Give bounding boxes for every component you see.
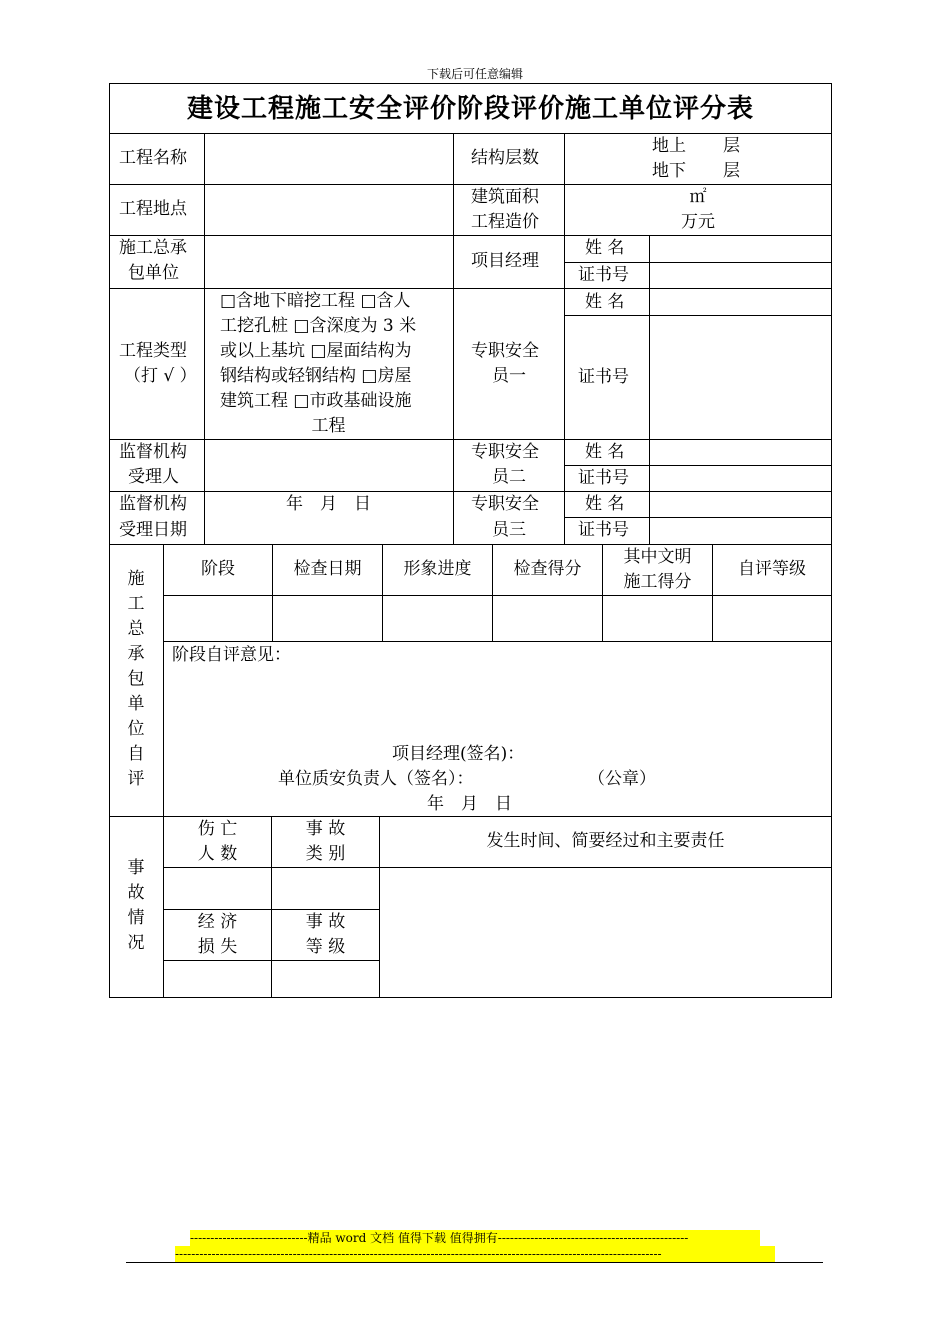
so1-name-label: 姓 名 [585, 292, 625, 312]
safety-officer-3-label: 专职安全 [471, 494, 539, 514]
safety-officer-2-label: 员二 [492, 467, 526, 487]
safety-officer-3-label: 员三 [492, 520, 526, 540]
floors-below-label: 地下 [652, 161, 686, 181]
project-location-label: 工程地点 [119, 199, 187, 219]
divider [453, 133, 454, 544]
contractor-label: 包单位 [128, 263, 179, 283]
accident-description-field[interactable] [380, 868, 831, 997]
accident-type-field[interactable] [272, 868, 379, 909]
pm-cert-label: 证书号 [578, 265, 629, 285]
divider [109, 544, 832, 545]
so2-cert-label: 证书号 [578, 468, 629, 488]
eval-date-cell[interactable] [273, 596, 382, 641]
floors-above-label: 地上 [652, 136, 686, 156]
accident-level-field[interactable] [272, 961, 379, 997]
so3-cert-label: 证书号 [578, 520, 629, 540]
supervisor-date-label: 监督机构 [119, 494, 187, 514]
contractor-field[interactable] [205, 236, 452, 287]
casualties-label: 人 数 [197, 844, 238, 864]
project-type-option[interactable]: 工挖孔桩 □含深度为 3 米 [220, 316, 417, 336]
building-area-label: 建筑面积 [471, 187, 539, 207]
project-type-label: 工程类型 [119, 341, 187, 361]
eval-score-cell[interactable] [493, 596, 602, 641]
safety-officer-1-label: 专职安全 [471, 341, 539, 361]
stage-opinion-label: 阶段自评意见： [172, 645, 291, 665]
footer-rule [126, 1262, 823, 1263]
project-name-field[interactable] [205, 134, 452, 183]
economic-loss-label: 经 济 [197, 912, 238, 932]
footer-banner: -----------------------------精品 word 文档 值得下载 值得拥有----------------------------------------------- [190, 1230, 760, 1246]
supervisor-receiver-label: 监督机构 [119, 442, 187, 462]
table-right-border [831, 83, 832, 998]
project-cost-label: 工程造价 [471, 212, 539, 232]
accident-type-label: 事 故 [305, 819, 346, 839]
project-location-field[interactable] [205, 185, 452, 234]
divider [109, 288, 832, 289]
accident-type-label: 类 别 [305, 844, 346, 864]
project-type-hint: （打 √ ） [124, 366, 197, 386]
eval-header-grade: 自评等级 [738, 559, 806, 579]
project-type-option[interactable]: 或以上基坑 □屋面结构为 [220, 341, 412, 361]
accident-level-label: 事 故 [305, 912, 346, 932]
self-eval-section-label: 施工总承包单位自评 [127, 569, 145, 789]
supervisor-receiver-field[interactable] [205, 440, 452, 490]
eval-grade-cell[interactable] [713, 596, 831, 641]
divider [649, 235, 650, 544]
eval-stage-cell[interactable] [164, 596, 272, 641]
eval-header-stage: 阶段 [201, 559, 235, 579]
so1-cert-label: 证书号 [578, 367, 629, 387]
accident-description-header: 发生时间、简要经过和主要责任 [486, 831, 725, 851]
economic-loss-label: 损 失 [197, 937, 238, 957]
economic-loss-field[interactable] [164, 961, 271, 997]
project-type-option[interactable]: 建筑工程 □市政基础设施 [220, 391, 412, 411]
supervisor-date-label: 受理日期 [119, 520, 187, 540]
casualties-label: 伤 亡 [197, 819, 238, 839]
project-manager-label: 项目经理 [471, 251, 539, 271]
area-unit: ㎡ [689, 187, 707, 207]
eval-progress-cell[interactable] [383, 596, 492, 641]
so2-name-label: 姓 名 [585, 442, 625, 462]
accident-section-label: 事故情况 [127, 858, 145, 953]
table-left-border [109, 83, 110, 998]
casualties-field[interactable] [164, 868, 271, 909]
cost-unit: 万元 [681, 212, 715, 232]
table-top-border [109, 83, 832, 84]
eval-header-civil-score: 其中文明 [623, 547, 692, 567]
table-bottom-border [109, 997, 832, 998]
supervisor-date-field[interactable]: 年 月 日 [286, 494, 371, 514]
so3-name-label: 姓 名 [585, 494, 625, 514]
supervisor-receiver-label: 受理人 [128, 467, 179, 487]
eval-civil-score-cell[interactable] [603, 596, 712, 641]
seal-label: （公章） [588, 769, 656, 789]
footer-banner: ------------------------------------------------------------------------------------------------------------------------ [175, 1246, 775, 1262]
page-title: 建设工程施工安全评价阶段评价施工单位评分表 [186, 94, 754, 124]
structure-floors-label: 结构层数 [471, 148, 539, 168]
sign-date-label: 年 月 日 [427, 794, 512, 814]
floors-below-unit: 层 [723, 161, 740, 181]
project-type-option[interactable]: □含地下暗挖工程 □含人 [220, 291, 411, 311]
divider [564, 315, 832, 316]
pm-name-label: 姓 名 [585, 238, 625, 258]
qa-signature-label: 单位质安负责人（签名）： [278, 769, 474, 789]
divider [163, 641, 832, 642]
floors-above-unit: 层 [723, 136, 740, 156]
accident-level-label: 等 级 [305, 937, 346, 957]
project-type-option[interactable]: 钢结构或轻钢结构 □房屋 [220, 366, 412, 386]
eval-header-civil-score: 施工得分 [623, 572, 692, 592]
contractor-label: 施工总承 [119, 238, 187, 258]
eval-header-check-date: 检查日期 [293, 559, 362, 579]
eval-header-progress: 形象进度 [403, 559, 472, 579]
header-note: 下载后可任意编辑 [426, 67, 523, 81]
project-name-label: 工程名称 [119, 148, 187, 168]
eval-header-score: 检查得分 [513, 559, 582, 579]
project-type-option[interactable]: 工程 [311, 416, 346, 436]
safety-officer-2-label: 专职安全 [471, 442, 539, 462]
pm-signature-label: 项目经理(签名)： [392, 744, 525, 764]
safety-officer-1-label: 员一 [492, 366, 526, 386]
